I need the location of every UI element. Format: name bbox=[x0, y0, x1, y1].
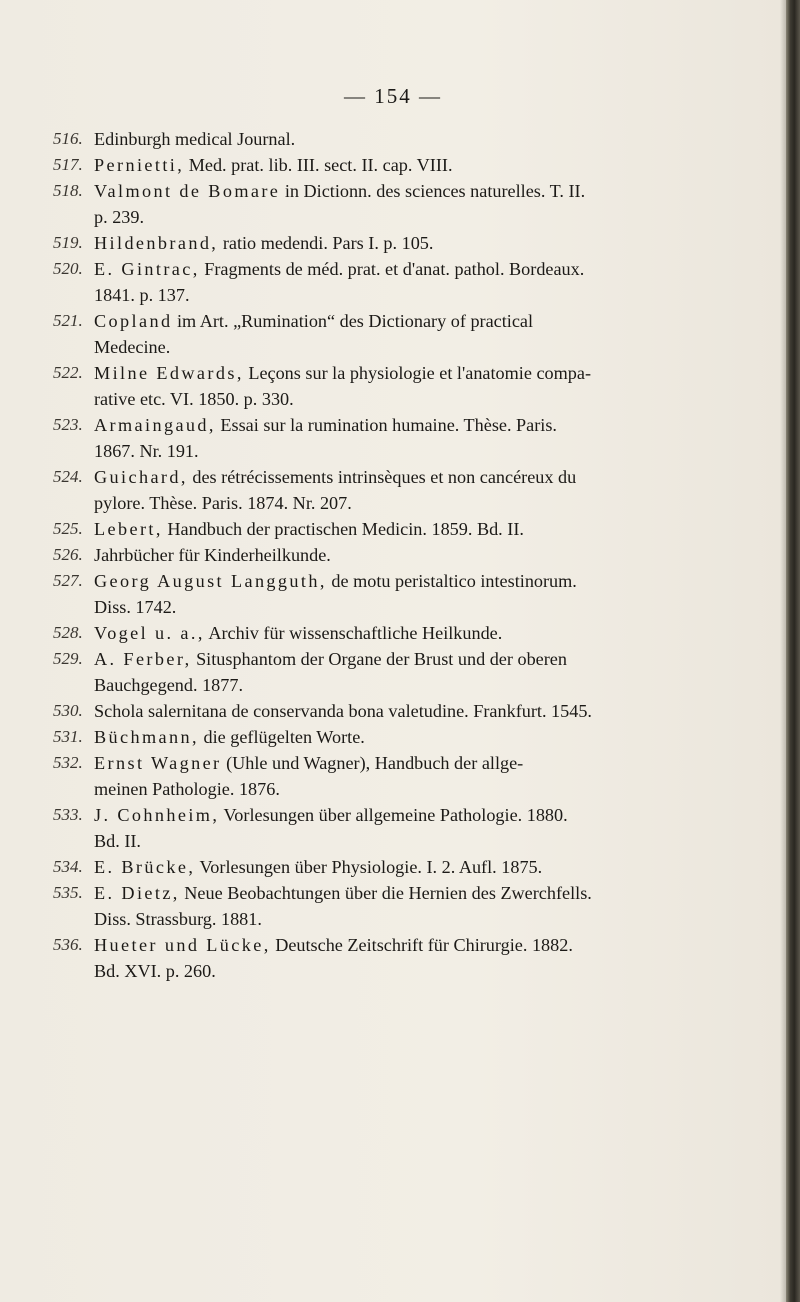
entry-text: de motu peristaltico intestinorum. bbox=[326, 571, 577, 591]
bibliography-entry bbox=[53, 360, 773, 412]
entry-continuation: Bauchgegend. 1877. bbox=[94, 675, 243, 695]
entry-author: A. Ferber, bbox=[94, 649, 192, 669]
entry-author: E. Dietz, bbox=[94, 883, 180, 903]
entry-number: 521. bbox=[53, 311, 83, 330]
bibliography-entry bbox=[53, 568, 773, 620]
entry-text: Handbuch der practischen Medicin. 1859. Bd. II. bbox=[162, 519, 524, 539]
entry-text: die geflügelten Worte. bbox=[198, 727, 365, 747]
entry-author: Armaingaud, bbox=[94, 415, 216, 435]
entry-number: 535. bbox=[53, 883, 83, 902]
entry-text: Essai sur la rumination humaine. Thèse. Paris. bbox=[215, 415, 557, 435]
entry-continuation: p. 239. bbox=[94, 207, 145, 227]
entry-number: 523. bbox=[53, 415, 83, 434]
entry-author: Ernst Wagner bbox=[94, 753, 222, 773]
entry-continuation: Bd. XVI. p. 260. bbox=[94, 961, 216, 981]
entry-text: Fragments de méd. prat. et d'anat. pathol. Bordeaux. bbox=[199, 259, 585, 279]
bibliography-list bbox=[53, 126, 773, 984]
entry-author: J. Cohnheim, bbox=[94, 805, 220, 825]
entry-number: 534. bbox=[53, 857, 83, 876]
bibliography-entry bbox=[53, 880, 773, 932]
entry-text: Leçons sur la physiologie et l'anatomie compa- bbox=[243, 363, 592, 383]
bibliography-entry bbox=[53, 256, 773, 308]
entry-continuation: pylore. Thèse. Paris. 1874. Nr. 207. bbox=[94, 493, 352, 513]
entry-text: des rétrécissements intrinsèques et non cancéreux du bbox=[187, 467, 577, 487]
entry-number: 531. bbox=[53, 727, 83, 746]
entry-number: 525. bbox=[53, 519, 83, 538]
entry-author: Guichard, bbox=[94, 467, 188, 487]
entry-number: 528. bbox=[53, 623, 83, 642]
entry-author: Georg August Langguth, bbox=[94, 571, 327, 591]
entry-text: Schola salernitana de conservanda bona valetudine. Frankfurt. 1545. bbox=[94, 701, 592, 721]
entry-author: Valmont de Bomare bbox=[94, 181, 281, 201]
bibliography-entry bbox=[53, 464, 773, 516]
bibliography-entry bbox=[53, 178, 773, 230]
entry-number: 517. bbox=[53, 155, 83, 174]
book-spine-edge bbox=[786, 0, 800, 1302]
entry-continuation: meinen Pathologie. 1876. bbox=[94, 779, 280, 799]
bibliography-entry bbox=[53, 516, 773, 542]
entry-number: 532. bbox=[53, 753, 83, 772]
entry-text: Archiv für wissenschaftliche Heilkunde. bbox=[204, 623, 503, 643]
entry-number: 516. bbox=[53, 129, 83, 148]
bibliography-entry bbox=[53, 230, 773, 256]
entry-continuation: Diss. 1742. bbox=[94, 597, 177, 617]
entry-text: Med. prat. lib. III. sect. II. cap. VIII. bbox=[184, 155, 453, 175]
entry-number: 529. bbox=[53, 649, 83, 668]
entry-text: Vorlesungen über Physiologie. I. 2. Aufl. 1875. bbox=[195, 857, 543, 877]
entry-author: Lebert, bbox=[94, 519, 163, 539]
bibliography-entry bbox=[53, 412, 773, 464]
entry-number: 518. bbox=[53, 181, 83, 200]
bibliography-entry bbox=[53, 698, 773, 724]
bibliography-entry bbox=[53, 724, 773, 750]
entry-number: 519. bbox=[53, 233, 83, 252]
entry-number: 530. bbox=[53, 701, 83, 720]
entry-number: 533. bbox=[53, 805, 83, 824]
bibliography-entry bbox=[53, 152, 773, 178]
bibliography-entry bbox=[53, 932, 773, 984]
entry-author: Copland bbox=[94, 311, 173, 331]
entry-text: (Uhle und Wagner), Handbuch der allge- bbox=[221, 753, 524, 773]
entry-number: 527. bbox=[53, 571, 83, 590]
entry-continuation: Bd. II. bbox=[94, 831, 141, 851]
entry-text: Situsphantom der Organe der Brust und der oberen bbox=[191, 649, 567, 669]
entry-continuation: Diss. Strassburg. 1881. bbox=[94, 909, 262, 929]
entry-number: 536. bbox=[53, 935, 83, 954]
entry-number: 526. bbox=[53, 545, 83, 564]
entry-continuation: 1867. Nr. 191. bbox=[94, 441, 199, 461]
bibliography-entry bbox=[53, 308, 773, 360]
page-number: — 154 — bbox=[344, 84, 442, 108]
entry-continuation: 1841. p. 137. bbox=[94, 285, 190, 305]
entry-number: 524. bbox=[53, 467, 83, 486]
bibliography-entry bbox=[53, 750, 773, 802]
entry-author: Hildenbrand, bbox=[94, 233, 219, 253]
entry-text: ratio medendi. Pars I. p. 105. bbox=[218, 233, 434, 253]
entry-author: E. Gintrac, bbox=[94, 259, 200, 279]
entry-author: E. Brücke, bbox=[94, 857, 196, 877]
entry-author: Hueter und Lücke, bbox=[94, 935, 271, 955]
bibliography-entry bbox=[53, 646, 773, 698]
entry-number: 522. bbox=[53, 363, 83, 382]
bibliography-entry bbox=[53, 126, 773, 152]
entry-text: Deutsche Zeitschrift für Chirurgie. 1882. bbox=[270, 935, 573, 955]
entry-author: Vogel u. a., bbox=[94, 623, 205, 643]
entry-continuation: rative etc. VI. 1850. p. 330. bbox=[94, 389, 294, 409]
entry-continuation: Medecine. bbox=[94, 337, 171, 357]
entry-text: Vorlesungen über allgemeine Pathologie. 1880. bbox=[219, 805, 568, 825]
entry-text: in Dictionn. des sciences naturelles. T. II. bbox=[280, 181, 586, 201]
entry-text: Neue Beobachtungen über die Hernien des Zwerchfells. bbox=[179, 883, 592, 903]
entry-author: Milne Edwards, bbox=[94, 363, 244, 383]
entry-number: 520. bbox=[53, 259, 83, 278]
bibliography-entry bbox=[53, 542, 773, 568]
entry-text: Edinburgh medical Journal. bbox=[94, 129, 296, 149]
bibliography-entry bbox=[53, 802, 773, 854]
entry-author: Büchmann, bbox=[94, 727, 199, 747]
entry-author: Pernietti, bbox=[94, 155, 185, 175]
entry-text: im Art. „Rumination“ des Dictionary of practical bbox=[172, 311, 534, 331]
bibliography-entry bbox=[53, 620, 773, 646]
entry-text: Jahrbücher für Kinderheilkunde. bbox=[94, 545, 331, 565]
bibliography-entry bbox=[53, 854, 773, 880]
